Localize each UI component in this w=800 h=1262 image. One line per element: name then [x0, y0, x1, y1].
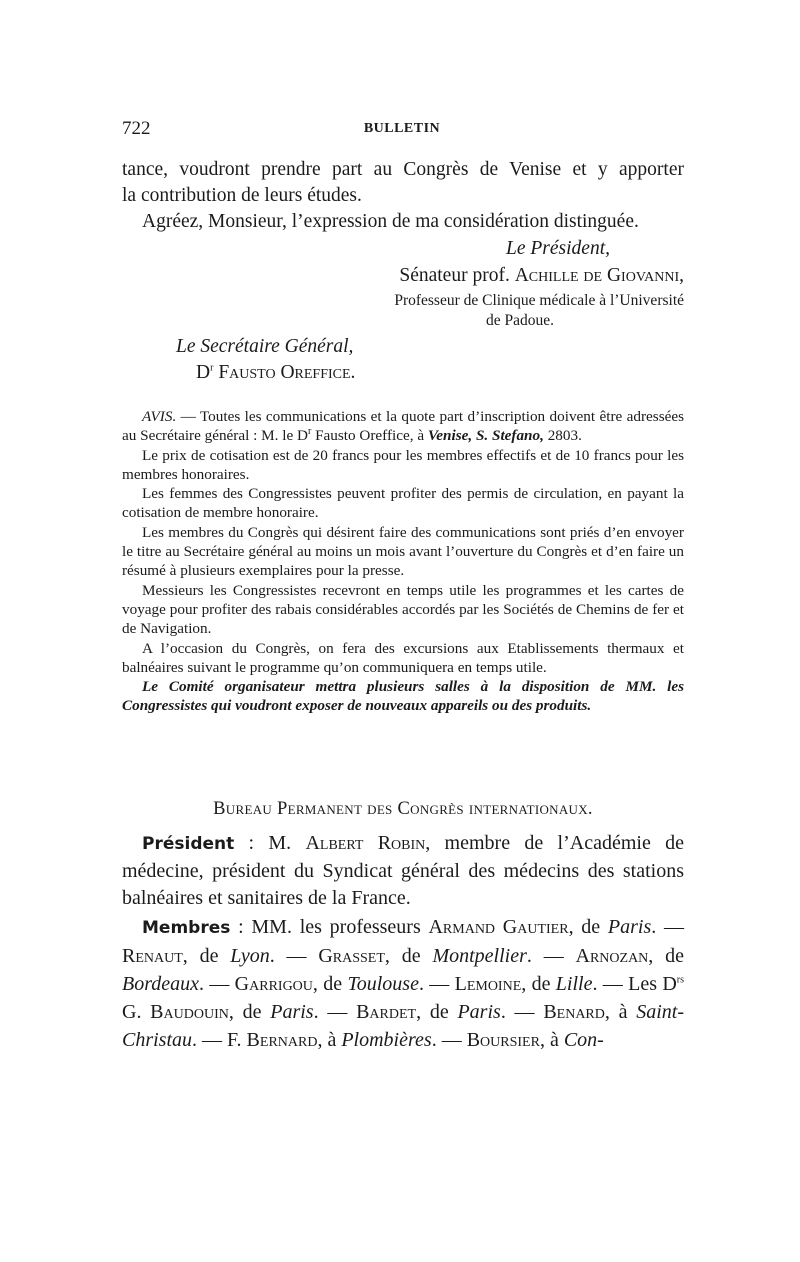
- president-label: Président: [142, 834, 235, 854]
- president-name: [300, 263, 684, 289]
- drs: D: [662, 973, 677, 995]
- member-7-end: . —: [313, 1001, 357, 1023]
- avis-label: AVIS.: [142, 408, 177, 425]
- member-3-end: . —: [526, 945, 576, 967]
- president-name-bureau: Albert Robin: [305, 832, 426, 854]
- member-7-name: G. Baudouin: [122, 1001, 229, 1023]
- member-10-sep: , à: [317, 1029, 342, 1051]
- member-11-place: Con-: [563, 1029, 604, 1051]
- member-6-place: Lille: [555, 973, 593, 995]
- page-number: 722: [122, 118, 151, 139]
- member-1-sep: , de: [568, 916, 608, 938]
- avis-paragraph-7: Le Comité organisateur mettra plusieurs salles à la disposition de MM. les Congressistes qui voudront exposer de nouveaux appareils ou des produits.: [122, 678, 684, 715]
- member-8-end: . —: [500, 1001, 544, 1023]
- avis-p1-c: 2803.: [543, 427, 582, 445]
- member-9-place: Saint-Christau: [122, 1001, 685, 1051]
- avis-p1-sup: r: [307, 426, 312, 438]
- member-11-name: Boursier: [466, 1029, 540, 1051]
- president-sep: : M.: [234, 832, 306, 854]
- member-2-place: Lyon: [230, 945, 270, 967]
- member-4-name: Arnozan: [575, 945, 649, 967]
- member-2-name: Renaut: [122, 945, 183, 967]
- avis-block: [122, 407, 684, 716]
- member-8-name: Bardet: [356, 1001, 417, 1023]
- member-2-sep: , de: [182, 945, 231, 967]
- secretary-name: [196, 360, 496, 386]
- member-1-end: . —: [651, 916, 685, 938]
- drs-sup: rs: [676, 974, 685, 986]
- avis-paragraph-6: A l’occasion du Congrès, on fera des excursions aux Etablissements thermaux et balnéaires suivant le programme qu’on communiquera en temps utile.: [122, 639, 684, 676]
- president-rest: , membre de l’Académie de médecine, président du Syndicat général des médecins des stations balnéaires et sanitaires de la France.: [122, 832, 684, 909]
- member-9-name: Benard: [543, 1001, 605, 1023]
- member-6-end: . — Les: [592, 973, 663, 995]
- secretary-title: Le Secrétaire Général,: [176, 336, 354, 357]
- bureau-president-paragraph: [122, 830, 684, 912]
- member-3-place: Montpellier: [432, 945, 527, 967]
- secretary-name-text: Fausto Oreffice.: [218, 362, 356, 383]
- member-3-sep: , de: [384, 945, 433, 967]
- member-8-sep: , de: [416, 1001, 458, 1023]
- avis-paragraph-5: Messieurs les Congressistes recevront en temps utile les programmes et les cartes de voyage pour profiter des rabais considérables accordés par les Sociétés de Chemins de fer et de Navigation.: [122, 581, 684, 638]
- bureau-members-paragraph: [122, 913, 684, 1054]
- member-4-end: . —: [199, 973, 235, 995]
- member-10-place: Plombières: [341, 1029, 432, 1051]
- president-name-prefix: Sénateur prof.: [399, 265, 510, 286]
- avis-paragraph-3: Les femmes des Congressistes peuvent profiter des permis de circulation, en payant la cotisation de membre honoraire.: [122, 485, 684, 522]
- member-5-sep: , de: [312, 973, 348, 995]
- member-5-end: . —: [418, 973, 455, 995]
- members-sep: : MM. les professeurs: [230, 916, 429, 938]
- avis-paragraph-4: Les membres du Congrès qui désirent faire des communications sont priés d’en envoyer le titre au Secrétaire général au moins un mois avant l’ouverture du Congrès et d’en faire un résumé à plusieurs exemplaires pour la presse.: [122, 523, 684, 580]
- member-6-sep: , de: [521, 973, 556, 995]
- president-title: Le Président,: [506, 238, 610, 259]
- president-name-text: Achille de Giovanni,: [514, 265, 684, 286]
- avis-paragraph-2: Le prix de cotisation est de 20 francs pour les membres effectifs et de 10 francs pour les membres honoraires.: [122, 446, 684, 483]
- letter-line-3: Agréez, Monsieur, l’expression de ma considération distinguée.: [142, 211, 639, 232]
- member-5-name: Garrigou: [234, 973, 313, 995]
- member-4-sep: , de: [648, 945, 684, 967]
- running-title: BULLETIN: [363, 121, 441, 136]
- secretary-dr-sup: r: [210, 362, 214, 374]
- avis-p1-b: Fausto Oreffice, à: [311, 427, 428, 445]
- member-5-place: Toulouse: [347, 973, 419, 995]
- member-10-name: F. Bernard: [227, 1029, 318, 1051]
- member-6-name: Lemoine: [454, 973, 522, 995]
- avis-p1-place: Venise, S. Stefano,: [427, 427, 544, 445]
- member-8-place: Paris: [457, 1001, 501, 1023]
- avis-paragraph-1: [122, 407, 684, 446]
- president-affiliation-2: de Padoue.: [485, 312, 554, 329]
- bureau-heading: Bureau Permanent des Congrès internationaux.: [213, 799, 593, 819]
- member-11-sep: , à: [539, 1029, 564, 1051]
- letter-line-1: tance, voudront prendre part au Congrès de Venise et y apporter: [122, 159, 684, 180]
- member-1-place: Paris: [607, 916, 652, 938]
- member-1-name: Armand Gautier: [428, 916, 569, 938]
- member-3-name: Grasset: [318, 945, 385, 967]
- avis-p1-a: — Toutes les communications et la quote part d’inscription doivent être adressées au Secrétaire général : M. le D: [122, 408, 684, 445]
- member-10-end: . —: [431, 1029, 467, 1051]
- president-affiliation-1: Professeur de Clinique médicale à l’Université: [394, 292, 684, 309]
- secretary-dr: D: [196, 362, 211, 383]
- member-7-place: Paris: [270, 1001, 314, 1023]
- page-header: [122, 118, 682, 140]
- letter-line-2: la contribution de leurs études.: [122, 185, 362, 206]
- member-9-sep: , à: [604, 1001, 637, 1023]
- member-4-place: Bordeaux: [122, 973, 200, 995]
- members-label: Membres: [142, 918, 231, 938]
- member-7-sep: , de: [228, 1001, 271, 1023]
- member-9-end: . —: [192, 1029, 228, 1051]
- member-2-end: . —: [269, 945, 319, 967]
